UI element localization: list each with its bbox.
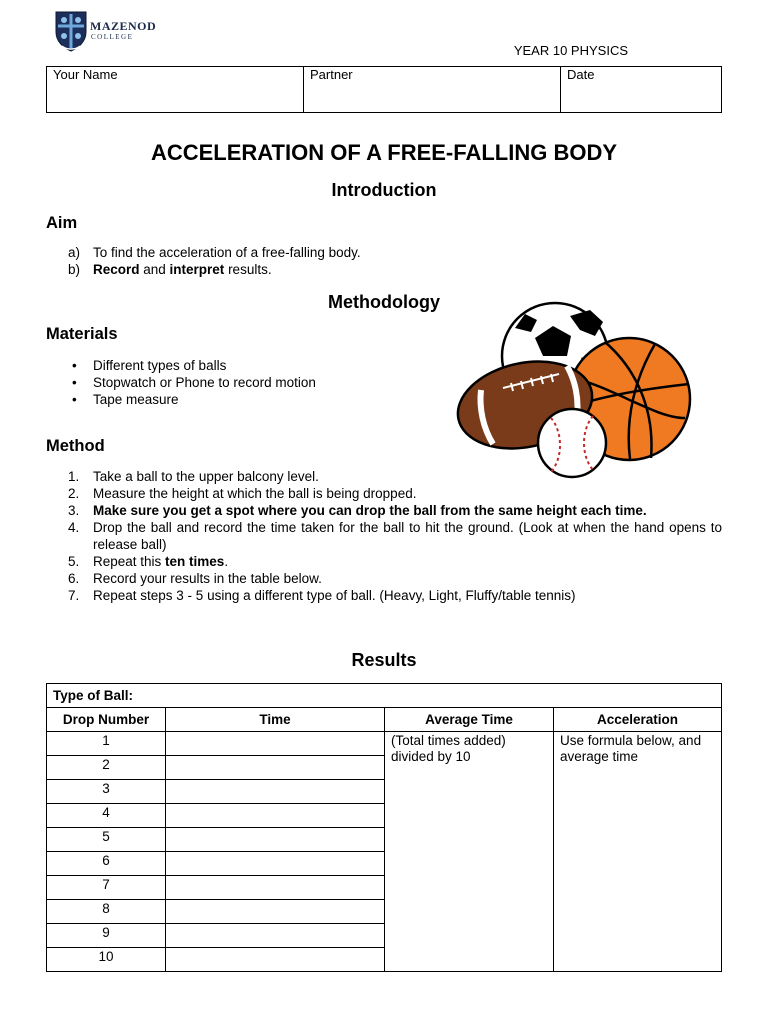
- table-row: 8: [47, 900, 722, 924]
- col-acceleration: Acceleration: [554, 708, 722, 732]
- aim-text: To find the acceleration of a free-falling body.: [93, 245, 361, 260]
- col-time: Time: [166, 708, 385, 732]
- name-field[interactable]: [47, 67, 304, 113]
- method-step: 2. Measure the height at which the ball is being dropped.: [68, 486, 417, 501]
- time-input-cell[interactable]: [166, 780, 385, 804]
- bullet-icon: •: [72, 358, 77, 373]
- results-heading: Results: [351, 650, 417, 670]
- table-row: 2: [47, 756, 722, 780]
- results-table: [46, 683, 722, 972]
- bullet-icon: •: [72, 375, 77, 390]
- time-input-cell[interactable]: [166, 852, 385, 876]
- aim-list: [68, 244, 722, 278]
- introduction-heading: Introduction: [331, 180, 437, 200]
- aim-marker: a): [68, 245, 81, 260]
- materials-item: • Stopwatch or Phone to record motion: [68, 374, 428, 391]
- table-row: 6: [47, 852, 722, 876]
- method-step: 7. Repeat steps 3 - 5 using a different type of ball. (Heavy, Light, Fluffy/table tennis): [68, 588, 576, 603]
- date-field[interactable]: [561, 67, 722, 113]
- table-row: 9: [47, 924, 722, 948]
- ball-type-cell[interactable]: [47, 684, 722, 708]
- crest-icon: [54, 10, 88, 52]
- bullet-icon: •: [72, 392, 77, 407]
- time-input-cell[interactable]: [166, 924, 385, 948]
- table-row: 10: [47, 948, 722, 972]
- aim-item: [68, 261, 722, 278]
- table-row: 1 (Total times added) divided by 10 Use formula below, and average time: [47, 732, 722, 756]
- method-step: 4. Drop the ball and record the time taken for the ball to hit the ground. (Look at when the hand opens to release ball): [68, 520, 722, 552]
- name-label: Your Name: [53, 67, 118, 82]
- acceleration-cell[interactable]: Use formula below, and average time: [554, 732, 722, 972]
- method-list: [68, 468, 722, 604]
- student-info-table: [46, 66, 722, 113]
- time-input-cell[interactable]: [166, 732, 385, 756]
- aim-marker: b): [68, 262, 81, 277]
- method-step: 5. Repeat this ten times.: [68, 554, 229, 569]
- method-step: 1. Take a ball to the upper balcony level.: [68, 469, 319, 484]
- table-row: 3: [47, 780, 722, 804]
- aim-text: Record and interpret results.: [93, 262, 272, 277]
- time-input-cell[interactable]: [166, 900, 385, 924]
- col-average-time: Average Time: [385, 708, 554, 732]
- time-input-cell[interactable]: [166, 876, 385, 900]
- ball-type-label: Type of Ball:: [53, 688, 134, 703]
- time-input-cell[interactable]: [166, 828, 385, 852]
- page-title: ACCELERATION OF A FREE-FALLING BODY: [150, 140, 618, 165]
- materials-item: • Tape measure: [68, 391, 428, 408]
- materials-item: • Different types of balls: [68, 357, 428, 374]
- logo-sub: COLLEGE: [91, 33, 134, 41]
- average-time-cell[interactable]: (Total times added) divided by 10: [385, 732, 554, 972]
- method-step: 6. Record your results in the table below.: [68, 571, 322, 586]
- date-label: Date: [567, 67, 595, 82]
- sports-balls-illustration: [455, 298, 695, 480]
- table-row: 5: [47, 828, 722, 852]
- materials-heading: Materials: [46, 325, 118, 343]
- method-step: 3. Make sure you get a spot where you can drop the ball from the same height each time.: [68, 503, 647, 518]
- baseball-icon: [538, 409, 606, 477]
- time-input-cell[interactable]: [166, 756, 385, 780]
- year-label: YEAR 10 PHYSICS: [513, 43, 628, 58]
- table-row: 7: [47, 876, 722, 900]
- partner-field[interactable]: [304, 67, 561, 113]
- logo-name: MAZENOD: [90, 19, 157, 33]
- aim-item: [68, 244, 722, 261]
- time-input-cell[interactable]: [166, 804, 385, 828]
- table-row: 4: [47, 804, 722, 828]
- materials-list: [68, 357, 428, 408]
- aim-heading: Aim: [46, 214, 78, 232]
- partner-label: Partner: [310, 67, 353, 82]
- time-input-cell[interactable]: [166, 948, 385, 972]
- col-drop-number: Drop Number: [47, 708, 166, 732]
- method-heading: Method: [46, 437, 105, 455]
- college-logo: [54, 10, 157, 54]
- methodology-heading: Methodology: [328, 292, 440, 312]
